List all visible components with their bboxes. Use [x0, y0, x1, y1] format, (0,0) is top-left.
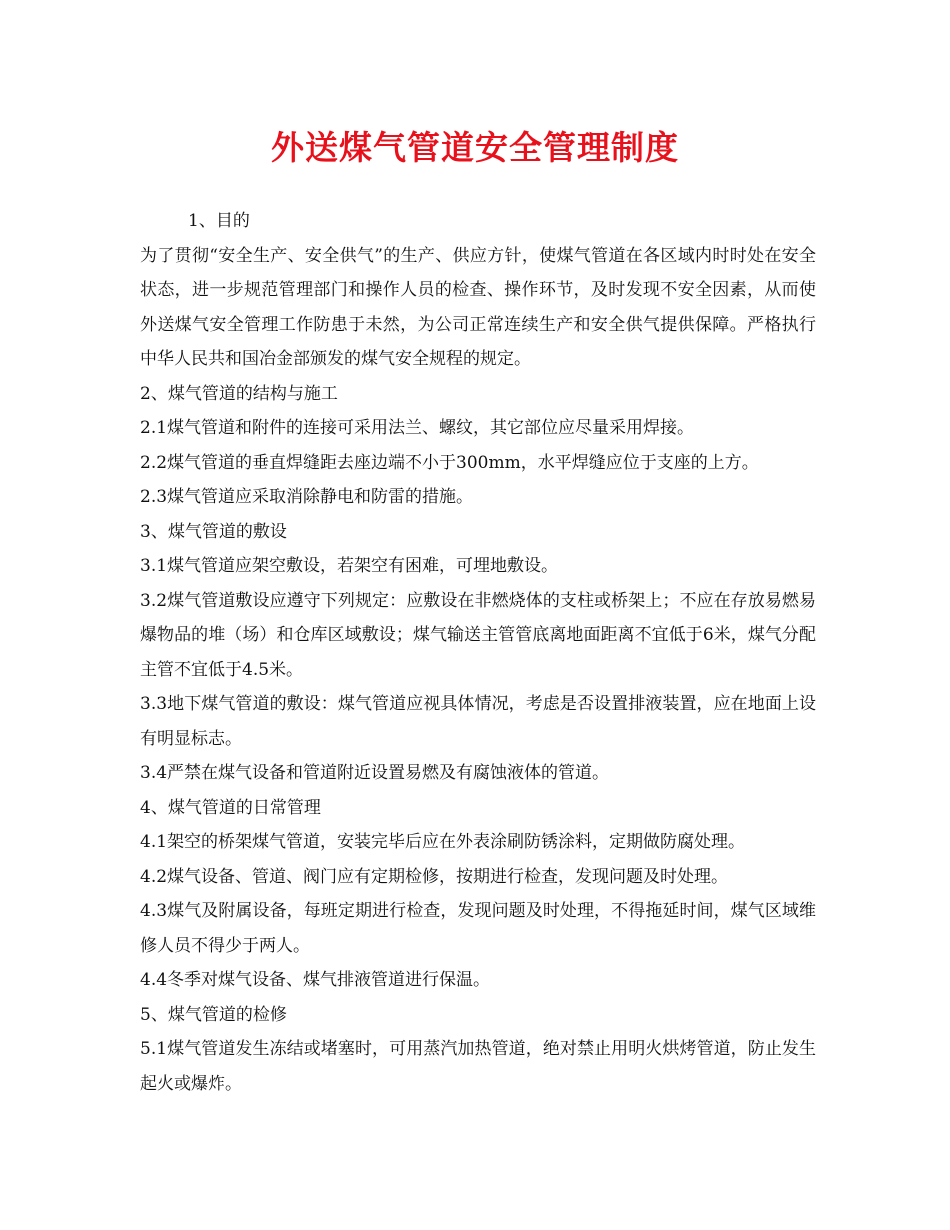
document-body [140, 204, 816, 1101]
paragraph: 4.2煤气设备、管道、阀门应有定期检修，按期进行检查，发现问题及时处理。 [140, 866, 729, 887]
paragraph: 2、煤气管道的结构与施工 [140, 383, 338, 404]
paragraph: 2.1煤气管道和附件的连接可采用法兰、螺纹，其它部位应尽量采用焊接。 [140, 418, 695, 438]
paragraph: 4、煤气管道的日常管理 [140, 797, 321, 818]
paragraph: 3.4严禁在煤气设备和管道附近设置易燃及有腐蚀液体的管道。 [140, 763, 610, 783]
paragraph: 3.2煤气管道敷设应遵守下列规定：应敷设在非燃烧体的支柱或桥架上；不应在存放易燃易爆物品的堆（场）和仓库区域敷设；煤气输送主管管底离地面距离不宜低于6米，煤气分配主管不宜低于4.5米。 [140, 590, 816, 680]
document-title: 外送煤气管道安全管理制度 [271, 128, 679, 167]
paragraph: 1、目的 [188, 211, 250, 231]
paragraph: 2.2煤气管道的垂直焊缝距去座边端不小于300mm，水平焊缝应位于支座的上方。 [140, 452, 759, 473]
paragraph: 3、煤气管道的敷设 [140, 521, 287, 542]
paragraph: 2.3煤气管道应采取消除静电和防雷的措施。 [140, 487, 474, 507]
paragraph: 3.3地下煤气管道的敷设：煤气管道应视具体情况，考虑是否设置排液装置，应在地面上设有明显标志。 [140, 694, 816, 749]
paragraph: 5、煤气管道的检修 [140, 1004, 287, 1025]
paragraph: 4.4冬季对煤气设备、煤气排液管道进行保温。 [140, 970, 491, 990]
paragraph: 5.1煤气管道发生冻结或堵塞时，可用蒸汽加热管道，绝对禁止用明火烘烤管道，防止发生起火或爆炸。 [140, 1039, 816, 1094]
paragraph: 4.1架空的桥架煤气管道，安装完毕后应在外表涂刷防锈涂料，定期做防腐处理。 [140, 832, 746, 852]
paragraph: 4.3煤气及附属设备，每班定期进行检查，发现问题及时处理，不得拖延时间，煤气区域维修人员不得少于两人。 [140, 901, 816, 956]
paragraph: 3.1煤气管道应架空敷设，若架空有困难，可埋地敷设。 [140, 556, 559, 576]
paragraph: 为了贯彻“安全生产、安全供气”的生产、供应方针，使煤气管道在各区域内时时处在安全状态，进一步规范管理部门和操作人员的检查、操作环节，及时发现不安全因素，从而使外送煤气安全管理工作防患于未然，为公司正常连续生产和安全供气提供保障。严格执行中华人民共和国冶金部颁发的煤气安全规程的规定。 [140, 245, 816, 369]
